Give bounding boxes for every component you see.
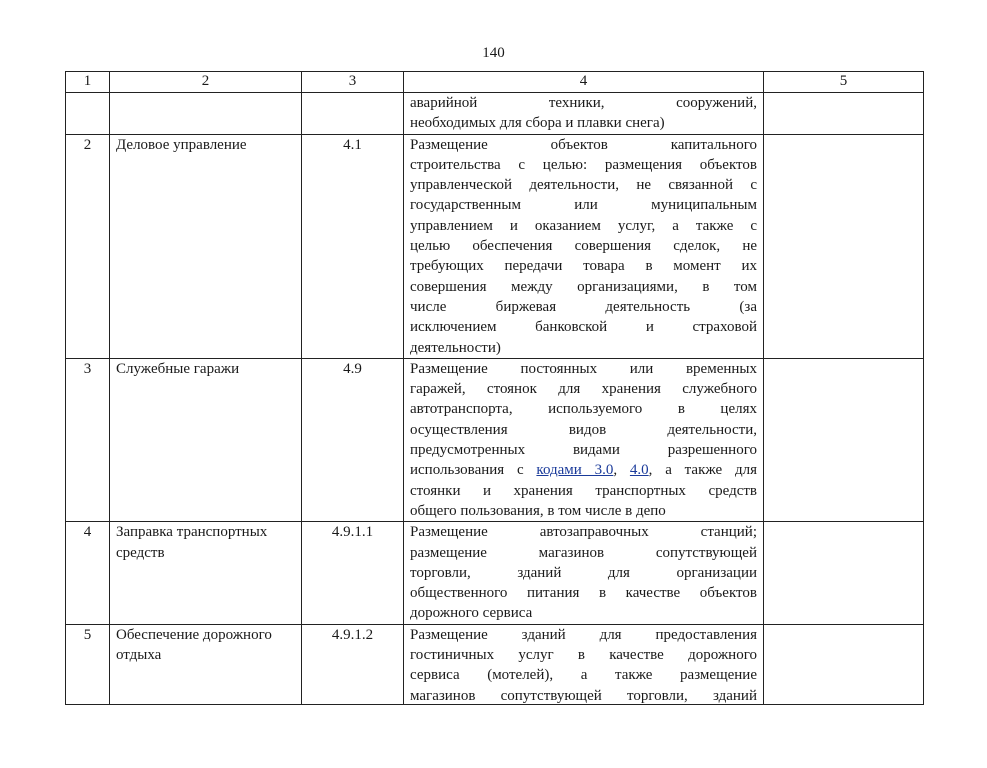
row-code: 4.9.1.1 bbox=[302, 522, 404, 624]
row-number: 5 bbox=[66, 624, 110, 704]
row-number bbox=[66, 93, 110, 135]
description-line: требующих передачи товара в момент их bbox=[410, 258, 757, 275]
description-line: совершения между организациями, в том bbox=[410, 278, 757, 295]
description-line: гаражей, стоянок для хранения служебного bbox=[410, 381, 757, 398]
description-line: Размещение объектов капитального bbox=[410, 136, 757, 153]
row-col5 bbox=[764, 358, 924, 521]
land-use-table bbox=[65, 71, 924, 705]
description-line: Размещение зданий для предоставления bbox=[410, 626, 757, 643]
row-description bbox=[404, 624, 764, 704]
table-row bbox=[66, 134, 924, 358]
description-line: строительства с целью: размещения объектов bbox=[410, 156, 757, 173]
table-row bbox=[66, 624, 924, 704]
description-line bbox=[410, 460, 757, 480]
row-code: 4.9 bbox=[302, 358, 404, 521]
header-cell: 3 bbox=[302, 72, 404, 93]
row-name: Деловое управление bbox=[110, 134, 302, 358]
description-line: деятельности) bbox=[410, 339, 501, 356]
description-line: сервиса (мотелей), а также размещение bbox=[410, 667, 757, 684]
description-line: целью обеспечения совершения сделок, не bbox=[410, 238, 757, 255]
description-line: государственным или муниципальным bbox=[410, 197, 757, 214]
row-name: Служебные гаражи bbox=[110, 358, 302, 521]
header-cell: 1 bbox=[66, 72, 110, 93]
row-number: 4 bbox=[66, 522, 110, 624]
description-line: стоянки и хранения транспортных средств bbox=[410, 482, 757, 499]
description-line: исключением банковской и страховой bbox=[410, 319, 757, 336]
description-line: гостиничных услуг в качестве дорожного bbox=[410, 647, 757, 664]
row-description bbox=[404, 93, 764, 135]
row-name: Заправка транспортных средств bbox=[110, 522, 302, 624]
code-link-4-0[interactable]: 4.0 bbox=[629, 462, 649, 479]
description-line: осуществления видов деятельности, bbox=[410, 421, 757, 438]
header-cell: 4 bbox=[404, 72, 764, 93]
description-line: автотранспорта, используемого в целях bbox=[410, 401, 757, 418]
row-name bbox=[110, 93, 302, 135]
description-line: управленческой деятельности, не связанной с bbox=[410, 177, 757, 194]
row-code bbox=[302, 93, 404, 135]
page-number: 140 bbox=[482, 45, 505, 61]
table-row bbox=[66, 358, 924, 521]
description-line: предусмотренных видами разрешенного bbox=[410, 442, 757, 459]
description-line: аварийной техники, сооружений, bbox=[410, 95, 757, 111]
description-line: торговли, зданий для организации bbox=[410, 564, 757, 581]
row-name: Обеспечение дорожного отдыха bbox=[110, 624, 302, 704]
description-text: , bbox=[613, 462, 630, 479]
code-link-3-0[interactable]: кодами 3.0 bbox=[536, 462, 614, 479]
description-line: магазинов сопутствующей торговли, зданий bbox=[410, 687, 757, 704]
description-text: , а также для bbox=[648, 462, 757, 479]
row-description bbox=[404, 134, 764, 358]
row-description bbox=[404, 358, 764, 521]
row-col5 bbox=[764, 624, 924, 704]
row-col5 bbox=[764, 522, 924, 624]
description-line: Размещение автозаправочных станций; bbox=[410, 524, 757, 541]
description-line: общего пользования, в том числе в депо bbox=[410, 502, 666, 519]
description-line: числе биржевая деятельность (за bbox=[410, 298, 757, 315]
description-text: использования с bbox=[410, 462, 537, 479]
row-code: 4.9.1.2 bbox=[302, 624, 404, 704]
description-line: общественного питания в качестве объектов bbox=[410, 585, 757, 602]
row-code: 4.1 bbox=[302, 134, 404, 358]
header-cell: 2 bbox=[110, 72, 302, 93]
row-description bbox=[404, 522, 764, 624]
description-line: Размещение постоянных или временных bbox=[410, 360, 757, 377]
table-row bbox=[66, 93, 924, 135]
description-line: управлением и оказанием услуг, а также с bbox=[410, 217, 757, 234]
description-line: дорожного сервиса bbox=[410, 605, 533, 622]
row-number: 2 bbox=[66, 134, 110, 358]
table-row bbox=[66, 522, 924, 624]
description-line: размещение магазинов сопутствующей bbox=[410, 544, 757, 561]
row-number: 3 bbox=[66, 358, 110, 521]
description-line: необходимых для сбора и плавки снега) bbox=[410, 115, 665, 132]
header-cell: 5 bbox=[764, 72, 924, 93]
row-col5 bbox=[764, 134, 924, 358]
row-col5 bbox=[764, 93, 924, 135]
table-header-row bbox=[66, 72, 924, 93]
